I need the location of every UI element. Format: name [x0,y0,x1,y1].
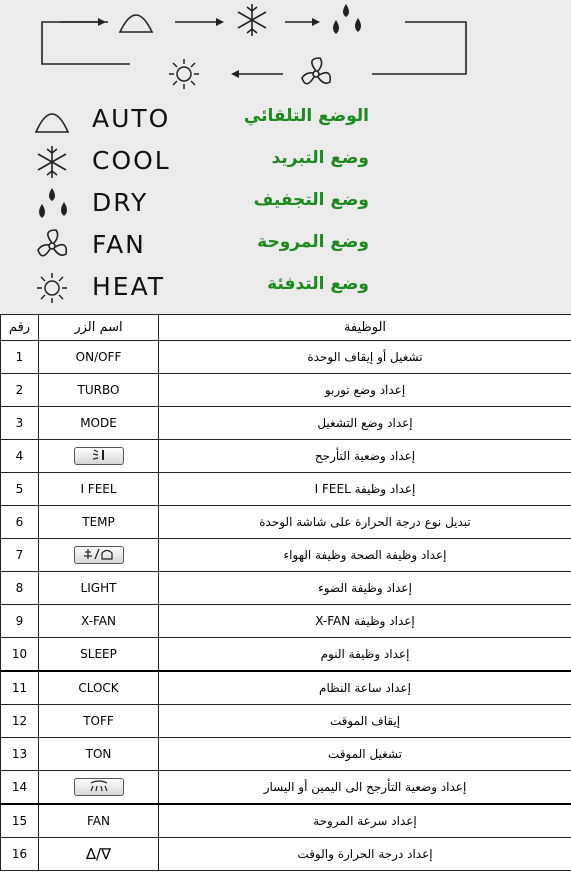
fan-icon [30,228,74,264]
row-button-name: LIGHT [39,572,159,605]
table-row [1,440,571,473]
health-air-button-icon [74,546,124,564]
mode-cycle-diagram [0,0,571,100]
row-number: 15 [1,804,39,838]
horizontal-swing-button-icon [74,778,124,796]
row-function: إعداد وضعية التأرجح [159,440,571,473]
button-function-table [0,314,571,871]
row-number: 13 [1,738,39,771]
mode-row-heat [30,270,560,306]
mode-label-ar: وضع التدفئة [267,274,369,294]
row-function: إعداد سرعة المروحة [159,804,571,838]
water-drops-icon [333,4,361,34]
table-row [1,605,571,638]
row-button-name: I FEEL [39,473,159,506]
row-function: إعداد وظيفة الضوء [159,572,571,605]
row-function: إعداد وضع توربو [159,374,571,407]
row-number: 10 [1,638,39,672]
row-button-name: TEMP [39,506,159,539]
row-function: إعداد وضع التشغيل [159,407,571,440]
table-row [1,572,571,605]
row-button-name [39,539,159,572]
row-function: تبديل نوع درجة الحرارة على شاشة الوحدة [159,506,571,539]
header-number: رقم [1,315,39,341]
water-drops-icon [30,186,74,222]
mode-row-dry [30,186,560,222]
header-function: الوظيفة [159,315,571,341]
mode-label-en: AUTO [92,104,171,133]
header-button-name: اسم الزر [39,315,159,341]
auto-triangle-icon [30,102,74,138]
row-number: 4 [1,440,39,473]
table-row [1,671,571,705]
mode-label-en: HEAT [92,272,166,301]
mode-row-fan [30,228,560,264]
table-row [1,705,571,738]
row-function: تشغيل أو إيقاف الوحدة [159,341,571,374]
mode-row-cool [30,144,560,180]
snowflake-icon [238,4,266,36]
row-number: 5 [1,473,39,506]
mode-label-en: DRY [92,188,149,217]
row-button-name: FAN [39,804,159,838]
row-number: 8 [1,572,39,605]
table-row [1,473,571,506]
table-row [1,804,571,838]
cycle-line-right [372,22,466,74]
row-button-name: TURBO [39,374,159,407]
row-button-name: SLEEP [39,638,159,672]
table-row [1,407,571,440]
table-row [1,341,571,374]
mode-label-en: COOL [92,146,171,175]
row-number: 7 [1,539,39,572]
row-number: 2 [1,374,39,407]
row-button-name: ∆/∇ [39,838,159,871]
swing-button-icon [74,447,124,465]
row-button-name: X-FAN [39,605,159,638]
row-number: 3 [1,407,39,440]
table-header-row [1,315,571,341]
mode-label-ar: وضع التجفيف [253,190,369,210]
mode-row-auto [30,102,560,138]
row-button-name: ON/OFF [39,341,159,374]
row-button-name: CLOCK [39,671,159,705]
row-function: إيقاف الموقت [159,705,571,738]
table-row [1,838,571,871]
sun-icon [30,270,74,306]
fan-icon [302,58,330,84]
table-row [1,771,571,805]
table-row [1,539,571,572]
mode-label-ar: الوضع التلقائي [243,106,369,126]
row-function: إعداد وظيفة I FEEL [159,473,571,506]
row-number: 1 [1,341,39,374]
mode-panel [0,0,571,314]
row-button-name: TON [39,738,159,771]
mode-label-ar: وضع التبريد [271,148,369,168]
mode-label-en: FAN [92,230,146,259]
snowflake-icon [30,144,74,180]
table-row [1,374,571,407]
row-function: إعداد وظيفة X-FAN [159,605,571,638]
table-row [1,506,571,539]
auto-triangle-icon [120,15,152,32]
row-button-name [39,771,159,805]
row-number: 11 [1,671,39,705]
row-function: إعداد ساعة النظام [159,671,571,705]
mode-label-ar: وضع المروحة [257,232,369,252]
row-button-name: TOFF [39,705,159,738]
row-number: 12 [1,705,39,738]
row-button-name: MODE [39,407,159,440]
row-function: إعداد وضعية التأرجح الى اليمين أو اليسار [159,771,571,805]
row-function: إعداد وظيفة الصحة وظيفة الهواء [159,539,571,572]
row-number: 9 [1,605,39,638]
table-row [1,738,571,771]
row-number: 6 [1,506,39,539]
row-number: 16 [1,838,39,871]
row-function: إعداد وظيفة النوم [159,638,571,672]
table-row [1,638,571,672]
row-button-name [39,440,159,473]
cycle-line-left [42,22,130,64]
row-function: تشغيل الموقت [159,738,571,771]
row-number: 14 [1,771,39,805]
row-function: إعداد درجة الحرارة والوقت [159,838,571,871]
sun-icon [169,59,199,89]
